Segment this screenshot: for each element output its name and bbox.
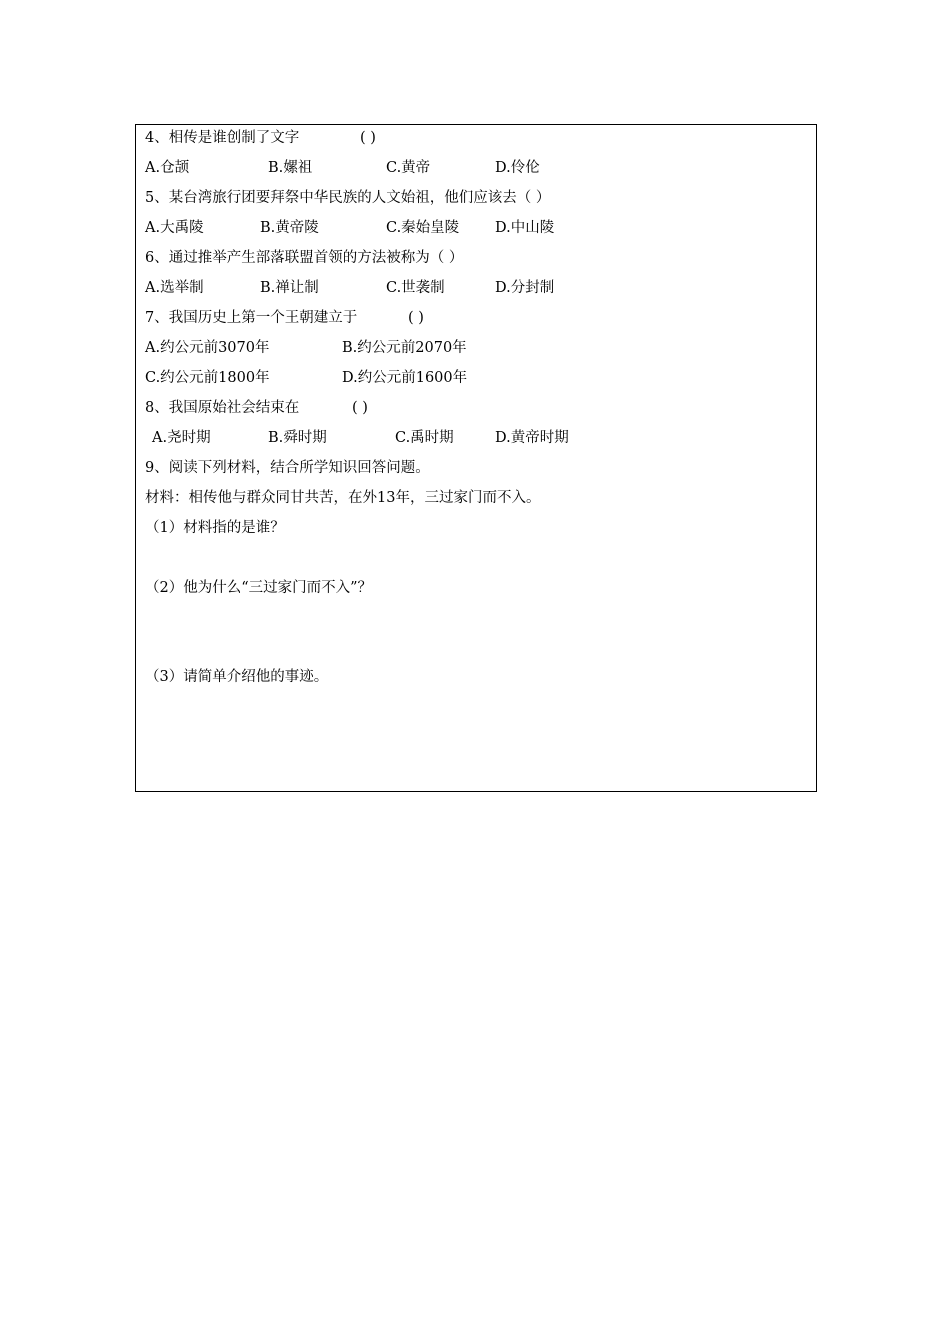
question-5-option-c: C.秦始皇陵 xyxy=(386,220,460,236)
question-8-option-c: C.禹时期 xyxy=(395,430,454,446)
question-5-option-a: A.大禹陵 xyxy=(145,220,204,236)
question-5-option-b: B.黄帝陵 xyxy=(260,220,319,236)
question-7-option-b: B.约公元前2070年 xyxy=(342,340,467,356)
question-9-sub-2: （2）他为什么“三过家门而不入”？ xyxy=(145,580,373,596)
question-7-option-d: D.约公元前1600年 xyxy=(342,370,468,386)
question-4-stem: 4、相传是谁创制了文字 xyxy=(145,130,300,146)
question-8-stem: 8、我国原始社会结束在 xyxy=(145,400,300,416)
question-8-option-a: A.尧时期 xyxy=(152,430,211,446)
question-6-option-a: A.选举制 xyxy=(145,280,204,296)
question-9-material: 材料：相传他与群众同甘共苦，在外13年，三过家门而不入。 xyxy=(145,490,541,506)
question-4-option-d: D.伶伦 xyxy=(495,160,540,176)
question-7-option-a: A.约公元前3070年 xyxy=(145,340,270,356)
question-4-option-a: A.仓颉 xyxy=(145,160,190,176)
question-6-option-c: C.世袭制 xyxy=(386,280,445,296)
question-7-blank: ( ) xyxy=(408,310,424,326)
question-8-blank: ( ) xyxy=(352,400,368,416)
question-4-option-b: B.嫘祖 xyxy=(268,160,313,176)
question-5-stem: 5、某台湾旅行团要拜祭中华民族的人文始祖，他们应该去（ ） xyxy=(145,190,551,206)
question-7-option-c: C.约公元前1800年 xyxy=(145,370,270,386)
question-4-option-c: C.黄帝 xyxy=(386,160,431,176)
question-6-option-d: D.分封制 xyxy=(495,280,555,296)
question-9-sub-1: （1）材料指的是谁？ xyxy=(145,520,285,536)
question-5-option-d: D.中山陵 xyxy=(495,220,555,236)
question-9-sub-3: （3）请简单介绍他的事迹。 xyxy=(145,669,329,685)
question-7-stem: 7、我国历史上第一个王朝建立于 xyxy=(145,310,358,326)
question-8-option-b: B.舜时期 xyxy=(268,430,327,446)
question-6-stem: 6、通过推举产生部落联盟首领的方法被称为（ ） xyxy=(145,250,464,266)
question-9-stem: 9、阅读下列材料，结合所学知识回答问题。 xyxy=(145,460,430,476)
question-8-option-d: D.黄帝时期 xyxy=(495,430,569,446)
question-6-option-b: B.禅让制 xyxy=(260,280,319,296)
question-4-blank: ( ) xyxy=(360,130,376,146)
